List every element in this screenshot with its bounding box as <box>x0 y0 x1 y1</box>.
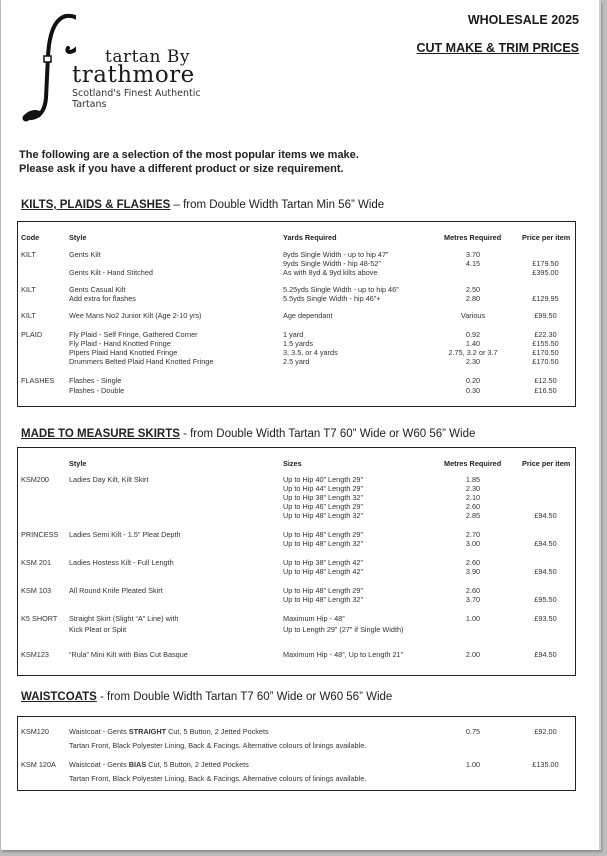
row-metres: 2.85 <box>465 511 481 520</box>
section-subheading: - from Double Width Tartan T7 60” Wide or W60 56” Wide <box>96 691 393 703</box>
row-price: £170.50 <box>532 357 559 366</box>
row-sizes: Up to Hip 46” Length 29” <box>283 502 363 511</box>
row-sizes: Up to Hip 38” Length 32” <box>283 493 363 502</box>
logo-text-strathmore: trathmore <box>72 62 195 88</box>
row-price: £94.50 <box>534 650 557 659</box>
section-heading: KILTS, PLAIDS & FLASHES <box>21 199 171 211</box>
row-style: Gents Casual Kilt <box>69 285 126 294</box>
intro-text <box>19 148 359 176</box>
document-title: WHOLESALE 2025 <box>467 13 579 27</box>
row-code: KSM200 <box>21 475 49 484</box>
row-code: PLAID <box>21 330 43 339</box>
row-price: £92.00 <box>534 727 557 736</box>
row-metres: 0.30 <box>465 386 481 395</box>
strathmore-logo <box>16 8 216 123</box>
row-metres: 0.75 <box>465 727 481 736</box>
row-price: £129.95 <box>532 294 559 303</box>
intro-line-2: Please ask if you have a different product or size requirement. <box>19 163 344 175</box>
row-price: £22.30 <box>534 330 557 339</box>
row-code: KSM120 <box>21 727 49 736</box>
row-sizes: Up to Hip 48” Length 29” <box>283 586 363 595</box>
row-price: £170.50 <box>532 348 559 357</box>
row-metres: 0.20 <box>465 376 481 385</box>
row-code: KSM 103 <box>21 586 52 595</box>
row-price: £95.50 <box>534 595 557 604</box>
row-description-2: Tartan Front, Black Polyester Lining, Back & Facings. Alternative colours of linings available. <box>69 774 367 783</box>
row-price: £155.50 <box>532 339 559 348</box>
row-sizes: Up to Hip 40” Length 29” <box>283 475 363 484</box>
row-metres: 2.80 <box>465 294 481 303</box>
row-code: KILT <box>21 311 36 320</box>
row-style: Flashes - Double <box>69 386 125 395</box>
row-yards: Age dependant <box>283 311 333 320</box>
row-yards: 9yds Single Width - hip 48-52” <box>283 259 381 268</box>
row-style: All Round Knife Pleated Skirt <box>69 586 163 595</box>
section-subheading: – from Double Width Tartan Min 56” Wide <box>170 199 385 211</box>
row-yards: 2.5 yard <box>283 357 310 366</box>
row-style: Pipers Plaid Hand Knotted Fringe <box>69 348 178 357</box>
row-metres: 2.00 <box>465 650 481 659</box>
row-price: £12.50 <box>534 376 557 385</box>
row-metres: 3.90 <box>465 567 481 576</box>
logo-text-tartan-by: tartan By <box>105 47 191 67</box>
row-style: Add extra for flashes <box>69 294 136 303</box>
intro-line-1: The following are a selection of the most popular items we make. <box>19 149 359 161</box>
row-code: FLASHES <box>21 376 55 385</box>
col-header-style: Style <box>69 233 87 242</box>
row-style: Ladies Semi Kilt - 1.5” Pleat Depth <box>69 530 181 539</box>
row-style: Fly Plaid - Self Fringe, Gathered Corner <box>69 330 198 339</box>
row-yards: 8yds Single Width - up to hip 47” <box>283 250 389 259</box>
section-title-skirts <box>21 428 475 440</box>
row-style: Ladies Hostess Kilt - Full Length <box>69 558 174 567</box>
row-yards: As with 8yd & 9yd kilts above <box>283 268 378 277</box>
row-metres: 2.50 <box>465 285 481 294</box>
row-metres: 2.60 <box>465 502 481 511</box>
desc-text: Waistcoat - Gents <box>69 727 129 736</box>
row-description <box>69 760 249 769</box>
desc-text: Waistcoat - Gents <box>69 760 129 769</box>
row-metres: 2.70 <box>465 530 481 539</box>
document-subtitle: CUT MAKE & TRIM PRICES <box>416 41 579 55</box>
row-code: K5 SHORT <box>21 614 58 623</box>
row-metres: 2.60 <box>465 558 481 567</box>
desc-emphasis: BIAS <box>128 760 147 769</box>
row-style: Drummers Belted Plaid Hand Knotted Fringe <box>69 357 214 366</box>
row-yards: 3, 3.5, or 4 yards <box>283 348 338 357</box>
desc-text: Cut, 5 Button, 2 Jetted Pockets <box>146 760 249 769</box>
row-code: KSM 201 <box>21 558 52 567</box>
row-style: Ladies Day Kilt, Kilt Skirt <box>69 475 149 484</box>
row-style: Fly Plaid - Hand Knotted Fringe <box>69 339 171 348</box>
row-metres: 2.30 <box>465 484 481 493</box>
row-price: £99.50 <box>534 311 557 320</box>
row-style: Gents Kilt - Hand Stitched <box>69 268 153 277</box>
row-style: Kick Pleat or Split <box>69 625 127 634</box>
row-price: £94.50 <box>534 511 557 520</box>
row-style: Gents Kilt <box>69 250 101 259</box>
row-yards: 1.5 yards <box>283 339 314 348</box>
desc-emphasis: STRAIGHT <box>128 727 167 736</box>
col-header-code: Code <box>21 233 40 242</box>
skirts-table <box>17 447 576 676</box>
row-metres: 2.60 <box>465 586 481 595</box>
row-yards: 1 yard <box>283 330 304 339</box>
row-metres: 3.70 <box>465 595 481 604</box>
row-sizes: Up to Hip 48” Length 32” <box>283 539 363 548</box>
desc-text: Cut, 5 Button, 2 Jetted Pockets <box>166 727 269 736</box>
col-header-style: Style <box>69 459 87 468</box>
row-metres: 2.75, 3.2 or 3.7 <box>448 348 498 357</box>
row-sizes: Up to Hip 44” Length 29” <box>283 484 363 493</box>
row-code: KSM123 <box>21 650 49 659</box>
row-code: KSM 120A <box>21 760 56 769</box>
row-price: £94.50 <box>534 539 557 548</box>
row-sizes: Maximum Hip - 48” <box>283 614 345 623</box>
row-sizes: Up to Hip 38” Length 42” <box>283 558 363 567</box>
row-sizes: Up to Length 29” (27” if Single Width) <box>283 625 404 634</box>
col-header-metres: Metres Required <box>444 233 502 242</box>
section-title-waistcoats <box>21 691 392 703</box>
row-metres: 1.00 <box>465 614 481 623</box>
row-price: £135.00 <box>532 760 559 769</box>
kilts-table <box>17 221 576 407</box>
row-metres: 2.10 <box>465 493 481 502</box>
row-price: £16.50 <box>534 386 557 395</box>
row-price: £93.50 <box>534 614 557 623</box>
row-sizes: Up to Hip 48” Length 32” <box>283 511 363 520</box>
row-code: KILT <box>21 250 36 259</box>
section-subheading: - from Double Width Tartan T7 60” Wide or W60 56” Wide <box>179 428 476 440</box>
row-metres: 2.30 <box>465 357 481 366</box>
row-metres: 1.00 <box>465 760 481 769</box>
row-code: KILT <box>21 285 36 294</box>
row-metres: 3.70 <box>465 250 481 259</box>
shepherds-crook-icon <box>16 8 76 123</box>
row-style: “Rula” Mini Kilt with Bias Cut Basque <box>69 650 188 659</box>
row-style: Straight Skirt (Slight “A” Line) with <box>69 614 179 623</box>
row-code: PRINCESS <box>21 530 59 539</box>
col-header-yards: Yards Required <box>283 233 337 242</box>
row-metres: 1.85 <box>465 475 481 484</box>
row-sizes: Up to Hip 48” Length 42” <box>283 567 363 576</box>
row-yards: 5.25yds Single Width - up to hip 46” <box>283 285 399 294</box>
col-header-price: Price per item <box>522 459 571 468</box>
row-description-2: Tartan Front, Black Polyester Lining, Back & Facings. Alternative colours of linings available. <box>69 741 367 750</box>
row-sizes: Up to Hip 48” Length 29” <box>283 530 363 539</box>
row-sizes: Up to Hip 48” Length 32” <box>283 595 363 604</box>
waistcoats-table <box>17 716 576 791</box>
price-list-page <box>1 0 601 850</box>
row-metres: 0.92 <box>465 330 481 339</box>
row-metres: 4.15 <box>465 259 481 268</box>
row-metres: 3.00 <box>465 539 481 548</box>
row-description <box>69 727 269 736</box>
row-yards: 5.5yds Single Width - hip 46”+ <box>283 294 381 303</box>
logo-tagline: Scotland's Finest Authentic Tartans <box>72 88 201 110</box>
section-title-kilts <box>21 199 384 211</box>
col-header-metres: Metres Required <box>444 459 502 468</box>
row-price: £395.00 <box>532 268 559 277</box>
col-header-sizes: Sizes <box>283 459 302 468</box>
row-style: Wee Mans No2 Junior Kilt (Age 2-10 yrs) <box>69 311 202 320</box>
row-style: Flashes - Single <box>69 376 122 385</box>
row-metres: 1.40 <box>465 339 481 348</box>
row-metres: Various <box>460 311 486 320</box>
row-price: £179.50 <box>532 259 559 268</box>
section-heading: WAISTCOATS <box>21 691 97 703</box>
col-header-price: Price per item <box>522 233 571 242</box>
section-heading: MADE TO MEASURE SKIRTS <box>21 428 180 440</box>
row-price: £94.50 <box>534 567 557 576</box>
row-sizes: Maximum Hip - 48”, Up to Length 21” <box>283 650 404 659</box>
